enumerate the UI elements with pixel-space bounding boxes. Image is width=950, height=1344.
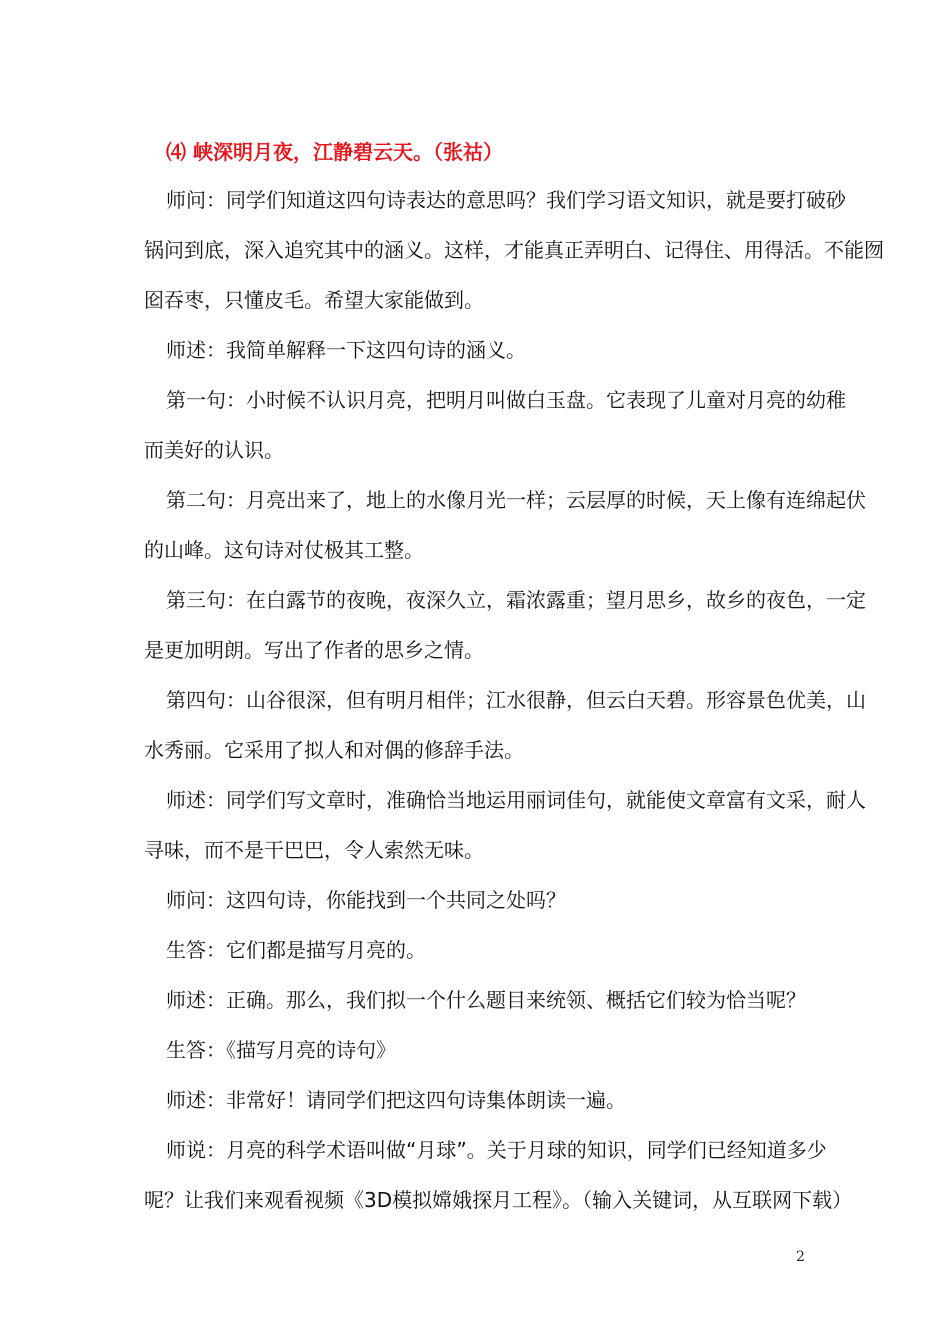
page-number: 2 xyxy=(796,1249,805,1265)
paragraph-line: 呢？让我们来观看视频《3D模拟嫦娥探月工程》。（输入关键词，从互联网下载） xyxy=(144,1188,853,1212)
paragraph-line: 第四句：山谷很深，但有明月相伴；江水很静，但云白天碧。形容景色优美，山 xyxy=(166,688,866,712)
paragraph-line: 生答：它们都是描写月亮的。 xyxy=(166,938,426,962)
paragraph-line: 师述：正确。那么，我们拟一个什么题目来统领、概括它们较为恰当呢？ xyxy=(166,988,806,1012)
paragraph-line: 寻味，而不是干巴巴，令人索然无味。 xyxy=(144,838,484,862)
paragraph-line: 锅问到底，深入追究其中的涵义。这样，才能真正弄明白、记得住、用得活。不能囫 xyxy=(144,238,884,262)
paragraph-line: 第二句：月亮出来了，地上的水像月光一样；云层厚的时候，天上像有连绵起伏 xyxy=(166,488,866,512)
paragraph-line: 囵吞枣，只懂皮毛。希望大家能做到。 xyxy=(144,288,484,312)
paragraph-line: 师问：同学们知道这四句诗表达的意思吗？我们学习语文知识，就是要打破砂 xyxy=(166,188,846,212)
paragraph-line: 是更加明朗。写出了作者的思乡之情。 xyxy=(144,638,484,662)
paragraph-line: 师述：非常好！请同学们把这四句诗集体朗读一遍。 xyxy=(166,1088,626,1112)
paragraph-line: 第一句：小时候不认识月亮，把明月叫做白玉盘。它表现了儿童对月亮的幼稚 xyxy=(166,388,846,412)
paragraph-line: 师说：月亮的科学术语叫做“月球”。关于月球的知识，同学们已经知道多少 xyxy=(166,1138,827,1162)
paragraph-line: 水秀丽。它采用了拟人和对偶的修辞手法。 xyxy=(144,738,524,762)
poem-heading: ⑷ 峡深明月夜，江静碧云天。（张祜） xyxy=(166,140,503,164)
paragraph-line: 师问：这四句诗，你能找到一个共同之处吗？ xyxy=(166,888,566,912)
paragraph-line: 生答：《描写月亮的诗句》 xyxy=(166,1038,396,1062)
paragraph-line: 师述：同学们写文章时，准确恰当地运用丽词佳句，就能使文章富有文采，耐人 xyxy=(166,788,866,812)
paragraph-line: 第三句：在白露节的夜晚，夜深久立，霜浓露重；望月思乡，故乡的夜色，一定 xyxy=(166,588,866,612)
paragraph-line: 而美好的认识。 xyxy=(144,438,284,462)
paragraph-line: 师述：我简单解释一下这四句诗的涵义。 xyxy=(166,338,526,362)
paragraph-line: 的山峰。这句诗对仗极其工整。 xyxy=(144,538,424,562)
